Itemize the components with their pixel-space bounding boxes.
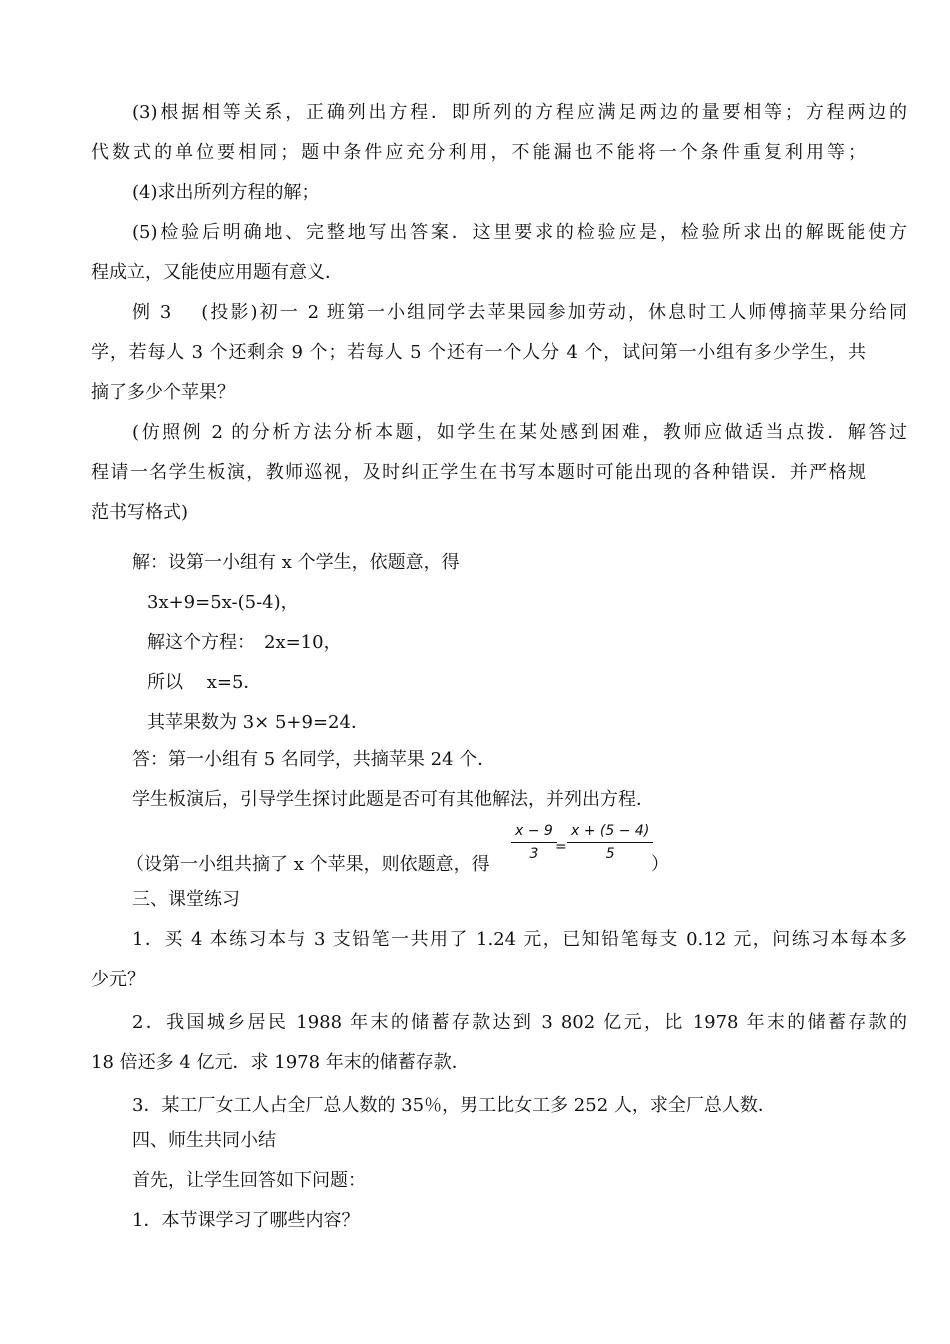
fraction-equation-line <box>126 822 746 882</box>
text-line: (仿照例 2 的分析方法分析本题，如学生在某处感到困难，教师应做适当点拨．解答过 <box>132 422 907 443</box>
text-line: 学，若每人 3 个还剩余 9 个；若每人 5 个还有一个人分 4 个，试问第一小组有多少学生，共 <box>91 342 866 363</box>
text-line: 程请一名学生板演，教师巡视，及时纠正学生在书写本题时可能出现的各种错误．并严格规 <box>91 462 866 483</box>
question-item: 1．本节课学习了哪些内容？ <box>132 1210 360 1231</box>
exercise-item: 3．某工厂女工人占全厂总人数的 35％，男工比女工多 252 人，求全厂总人数． <box>132 1095 776 1116</box>
exercise-item: 1．买 4 本练习本与 3 支铅笔一共用了 1.24 元，已知铅笔每支 0.12 元，问练习本每本多 <box>132 929 907 950</box>
text-line: (5)检验后明确地、完整地写出答案．这里要求的检验应是，检验所求出的解既能使方 <box>132 222 907 243</box>
answer-line: 答：第一小组有 5 名同学，共摘苹果 24 个． <box>132 749 496 770</box>
equation-line: 其苹果数为 3× 5+9=24． <box>147 712 369 733</box>
fraction-prefix: （设第一小组共摘了 x 个苹果，则依题意，得 <box>126 854 490 875</box>
fraction-left <box>511 822 557 863</box>
fraction-left-numerator: x − 9 <box>515 823 553 839</box>
solution-intro: 解：设第一小组有 x 个学生，依题意，得 <box>132 552 460 573</box>
text-line: (4)求出所列方程的解； <box>132 182 320 203</box>
equation-line: 3x+9=5x-(5-4)， <box>147 592 299 613</box>
text-line: 少元？ <box>91 969 145 990</box>
equation-line: 解这个方程： 2x=10， <box>147 632 342 653</box>
section-heading: 四、师生共同小结 <box>132 1130 276 1151</box>
fraction-left-denominator: 3 <box>529 846 539 862</box>
fraction-equals: = <box>555 839 567 855</box>
fraction-right-numerator: x + (5 − 4) <box>571 823 650 839</box>
text-line: 首先，让学生回答如下问题： <box>132 1170 366 1191</box>
text-line: 范书写格式) <box>91 502 189 523</box>
text-line: 学生板演后，引导学生探讨此题是否可有其他解法，并列出方程． <box>132 789 654 810</box>
fraction-right <box>567 822 653 863</box>
section-heading: 三、课堂练习 <box>132 889 240 910</box>
text-line: 程成立，又能使应用题有意义． <box>91 262 343 283</box>
text-line: 摘了多少个苹果？ <box>91 382 235 403</box>
text-line: 18 倍还多 4 亿元．求 1978 年末的储蓄存款． <box>91 1052 470 1073</box>
example-heading: 例 3 (投影)初一 2 班第一小组同学去苹果园参加劳动，休息时工人师傅摘苹果分给同 <box>132 302 907 323</box>
fraction-right-denominator: 5 <box>605 846 615 862</box>
exercise-item: 2．我国城乡居民 1988 年末的储蓄存款达到 3 802 亿元，比 1978 年末的储蓄存款的 <box>132 1012 907 1033</box>
equation-line: 所以 x=5． <box>147 672 262 693</box>
text-line: 代数式的单位要相同；题中条件应充分利用，不能漏也不能将一个条件重复利用等； <box>91 142 866 163</box>
fraction-suffix: ） <box>651 854 669 875</box>
text-line: (3)根据相等关系，正确列出方程．即所列的方程应满足两边的量要相等；方程两边的 <box>132 102 907 123</box>
